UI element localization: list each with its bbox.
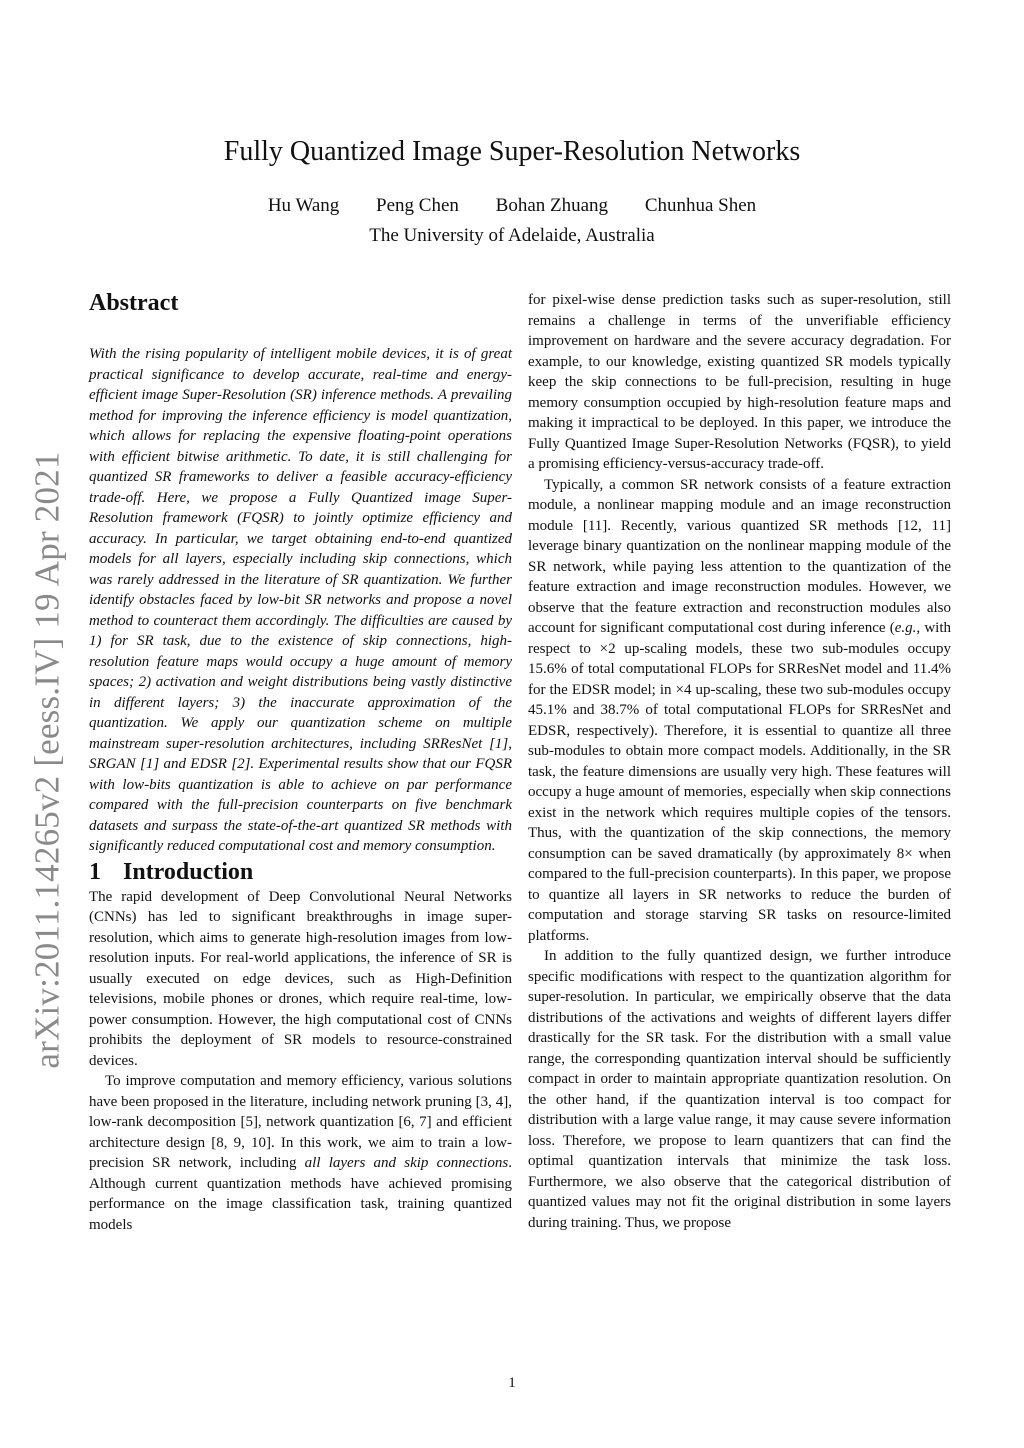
author-affiliation: The University of Adelaide, Australia <box>369 225 655 246</box>
paragraph-text: . Although current quantization methods have achieved promising performance on the image classification task, training quantized models <box>89 1155 512 1233</box>
emphasis-text: all layers and skip connections <box>304 1155 509 1171</box>
paragraph-text: Typically, a common SR network consists of a feature extraction module, a nonlinear mapping module and an image reconstruction module [11]. Recently, various quantized SR methods [12, 11] leverage binary quantization on the nonlinear mapping module of the SR network, while paying less attention to the quantization of the feature extraction and image reconstruction modules. However, we observe that the feature extraction and reconstruction modules also account for significant computational cost during inference ( <box>528 476 951 636</box>
paragraph-text: , with respect to ×2 up-scaling models, these two sub-modules occupy 15.6% of total computational FLOPs for SRResNet model and 11.4% for the EDSR model; in ×4 up-scaling, these two sub-modules occupy 45.1% and 38.7% of total computational FLOPs for SRResNet and EDSR, respectively). Therefore, it is essential to quantize all three sub-modules to obtain more compact models. Additionally, in the SR task, the feature dimensions are usually very high. These features will occupy a huge amount of memories, especially when skip connections exist in the network which requires multiple copies of the tensors. Thus, with the quantization of the skip connections, the memory consumption can be saved dramatically (by approximately 8× when compared to the full-precision counterparts). In this paper, we propose to quantize all layers in SR networks to reduce the burden of computation and storage starving SR tasks on resource-limited platforms. <box>528 620 951 944</box>
author-list <box>0 195 1024 217</box>
intro-paragraph-3 <box>528 475 951 947</box>
page-number: 1 <box>508 1375 516 1391</box>
intro-paragraph-1: The rapid development of Deep Convolutional Neural Networks (CNNs) has led to significant breakthroughs in image super-resolution, which aims to generate high-resolution images from low-resolution inputs. For real-world applications, the inference of SR is usually executed on edge devices, such as High-Definition televisions, mobile phones or drones, which require real-time, low-power consumption. However, the high computational cost of CNNs prohibits the deployment of SR models to resource-constrained devices. <box>89 888 512 1069</box>
right-column <box>528 290 951 1233</box>
intro-paragraph-2-continued: for pixel-wise dense prediction tasks such as super-resolution, still remains a challenge in terms of the unverifiable efficiency improvement on hardware and the severe accuracy degradation. For example, to our knowledge, existing quantized SR models typically keep the skip connections to be full-precision, resulting in huge memory consumption occupied by high-resolution feature maps and making it impractical to be deployed. In this paper, we introduce the Fully Quantized Image Super-Resolution Networks (FQSR), to yield a promising efficiency-versus-accuracy trade-off. <box>528 292 951 472</box>
author-name: Peng Chen <box>376 195 459 216</box>
abstract-text: With the rising popularity of intelligent mobile devices, it is of great practical significance to develop accurate, real-time and energy-efficient image Super-Resolution (SR) inference methods. A prevailing method for improving the inference efficiency is model quantization, which allows for replacing the expensive floating-point operations with efficient bitwise arithmetic. To date, it is still challenging for quantized SR frameworks to deliver a feasible accuracy-efficiency trade-off. Here, we propose a Fully Quantized image Super-Resolution framework (FQSR) to jointly optimize efficiency and accuracy. In particular, we target obtaining end-to-end quantized models for all layers, especially including skip connections, which was rarely addressed in the literature of SR quantization. We further identify obstacles faced by low-bit SR networks and propose a novel method to counteract them accordingly. The difficulties are caused by 1) for SR task, due to the existence of skip connections, high-resolution feature maps would occupy a huge amount of memory spaces; 2) activation and weight distributions being vastly distinctive in different layers; 3) the inaccurate approximation of the quantization. We apply our quantization scheme on multiple mainstream super-resolution architectures, including SRResNet [1], SRGAN [1] and EDSR [2]. Experimental results show that our FQSR with low-bits quantization is able to achieve on par performance compared with the full-precision counterparts on five benchmark datasets and surpass the state-of-the-art quantized SR methods with significantly reduced computational cost and memory consumption. <box>89 346 512 854</box>
paper-title: Fully Quantized Image Super-Resolution Networks <box>223 136 801 167</box>
arxiv-identifier-stamp <box>28 450 68 1070</box>
left-column <box>89 288 512 1235</box>
author-name: Bohan Zhuang <box>495 195 609 216</box>
arxiv-identifier-text: arXiv:2011.14265v2 [eess.IV] 19 Apr 2021 <box>28 451 68 1069</box>
emphasis-text: e.g. <box>894 620 917 636</box>
intro-paragraph-4: In addition to the fully quantized design, we further introduce specific modifications with respect to the quantization algorithm for super-resolution. In particular, we empirically observe that the data distributions of the activations and weights of different layers differ drastically for the SR task. For the distribution with a small value range, the corresponding quantization interval should be sufficiently compact in order to maintain appropriate quantization resolution. On the other hand, if the quantization interval is too compact for distribution with a large value range, it may cause severe information loss. Therefore, we propose to learn quantizers that can find the optimal quantization intervals that minimize the task loss. Furthermore, we also observe that the categorical distribution of quantized values may not fit the original distribution in some layers during training. Thus, we propose <box>528 948 951 1231</box>
abstract-heading: Abstract <box>89 290 179 316</box>
intro-paragraph-2 <box>89 1071 512 1235</box>
author-name: Chunhua Shen <box>644 195 757 216</box>
author-name: Hu Wang <box>267 195 340 216</box>
section-number: 1 <box>89 858 101 885</box>
introduction-heading <box>89 857 512 887</box>
paragraph-text: To improve computation and memory efficiency, various solutions have been proposed in the literature, including network pruning [3, 4], low-rank decomposition [5], network quantization [6, 7] and efficient architecture design [8, 9, 10]. In this work, we aim to train a low-precision SR network, including <box>89 1073 512 1171</box>
section-title: Introduction <box>123 858 254 885</box>
